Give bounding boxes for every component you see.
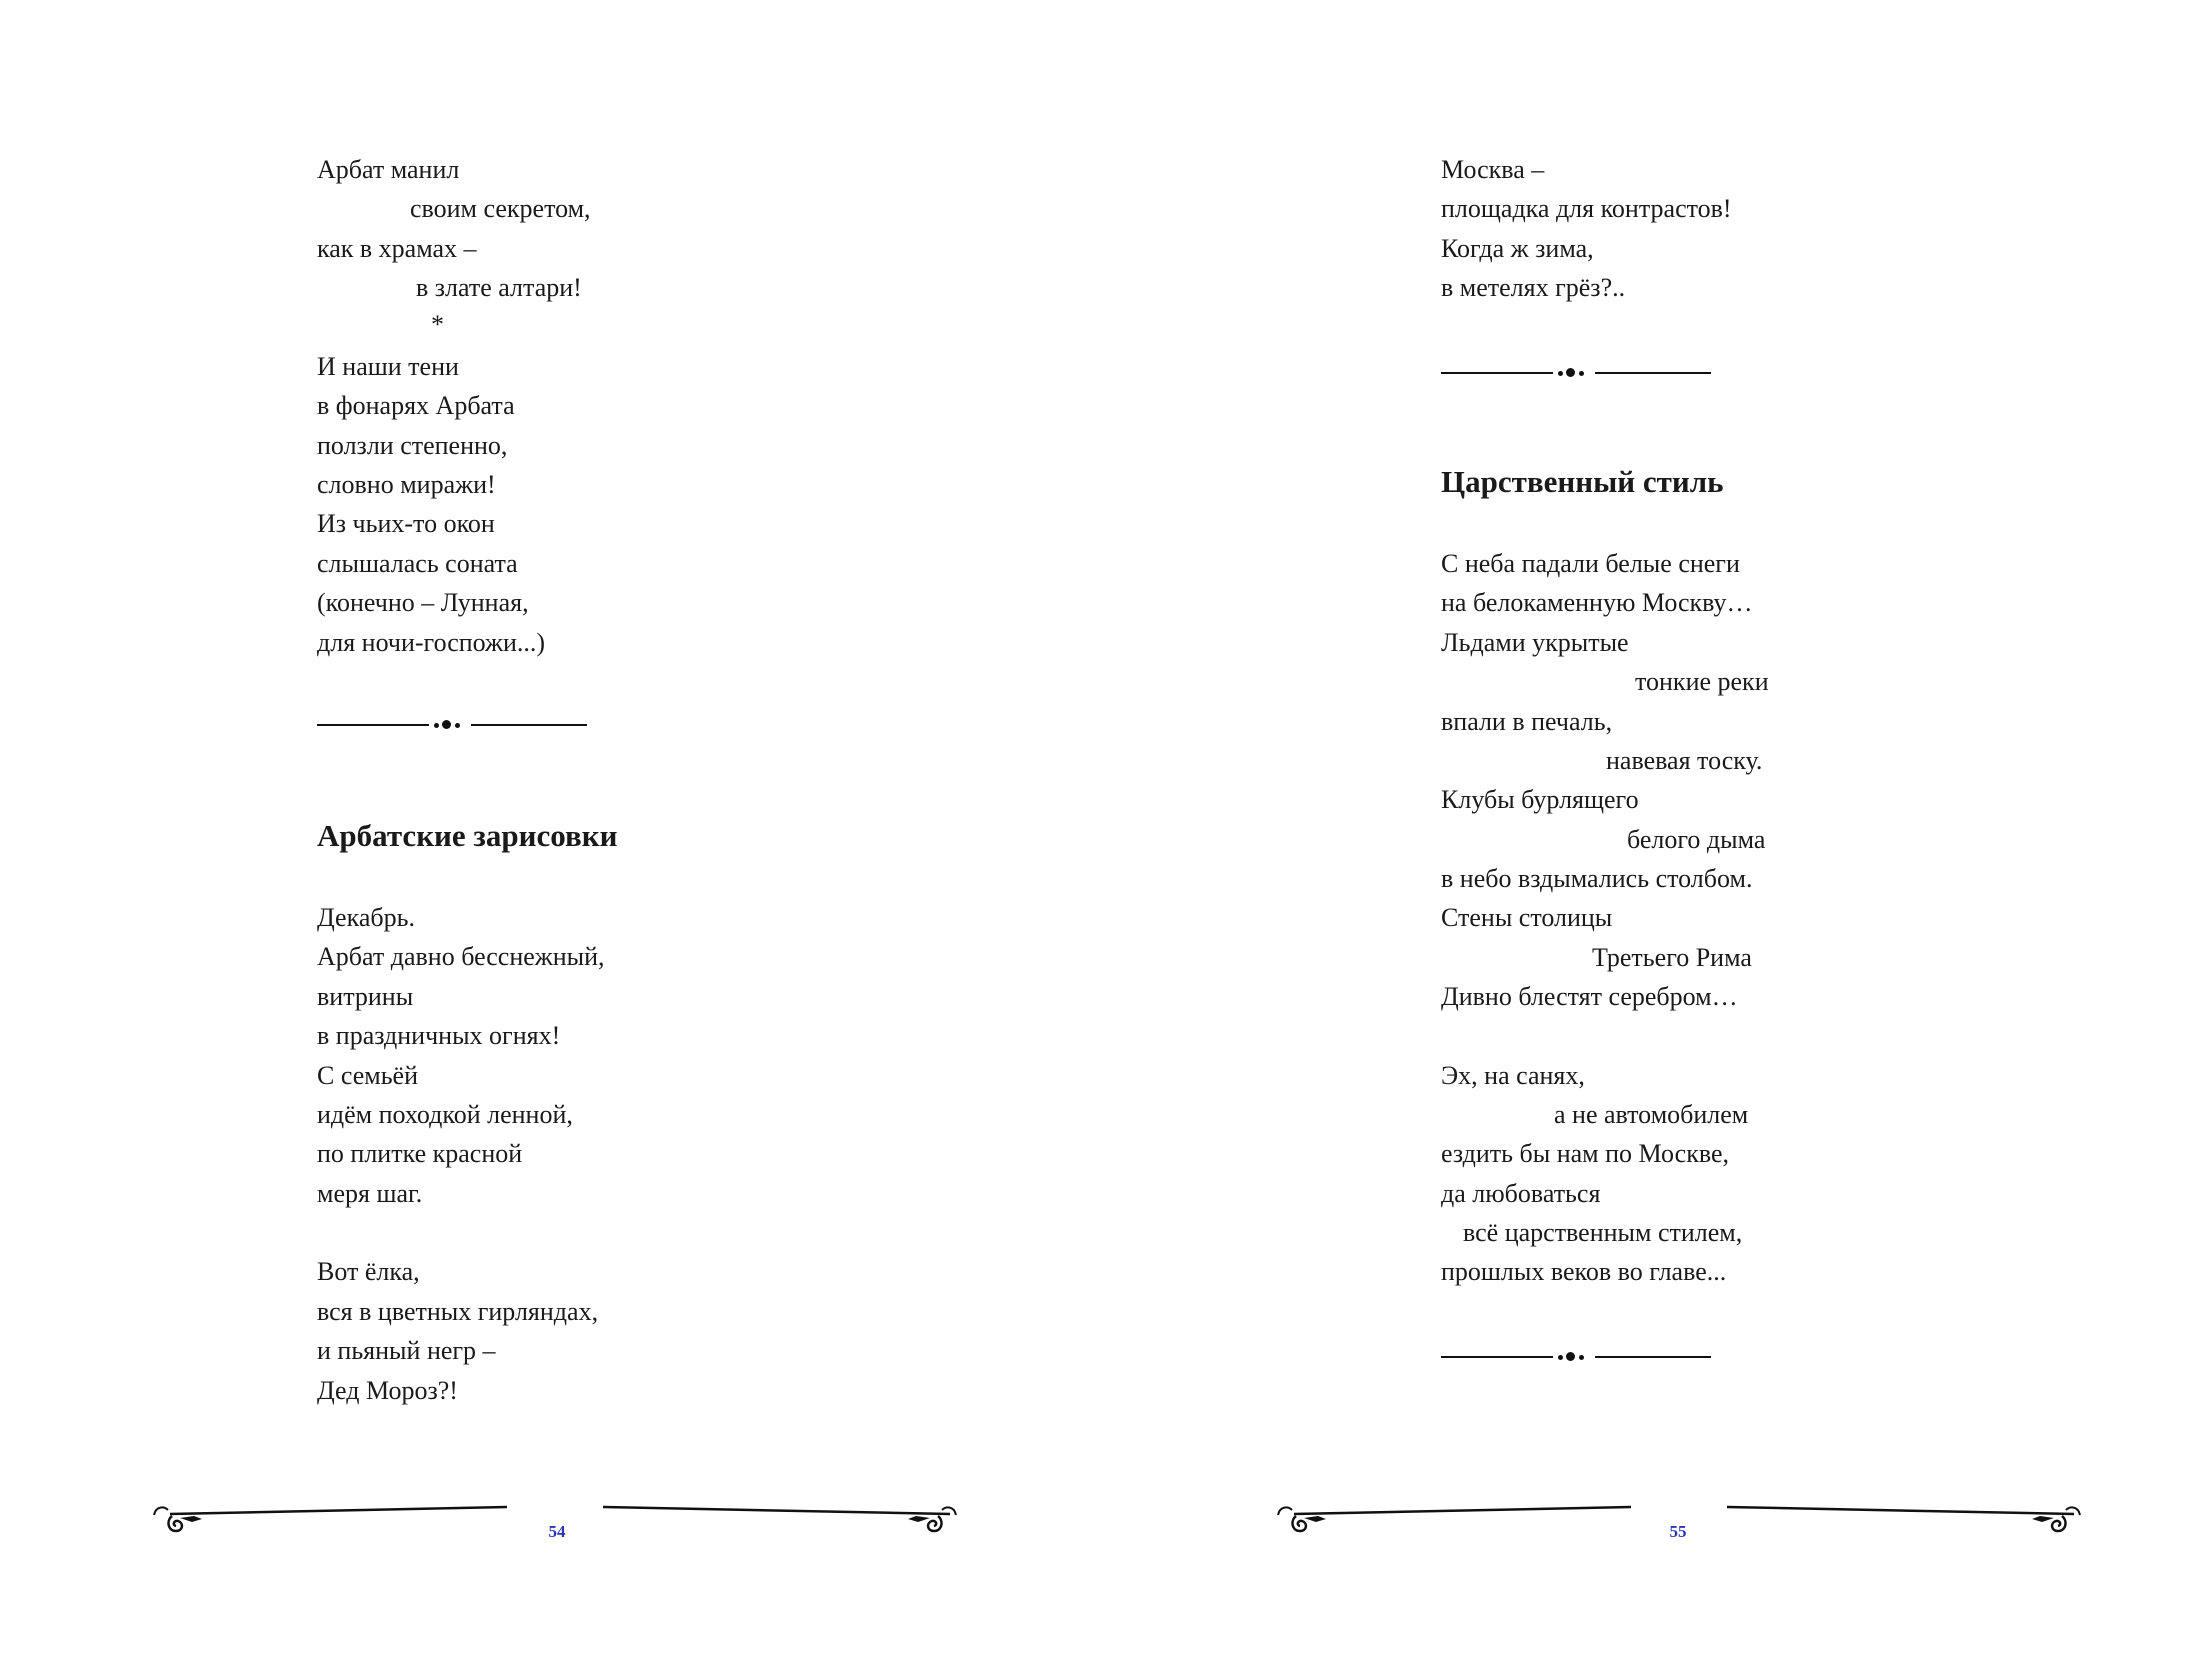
poem-line: впали в печаль, xyxy=(1441,707,1613,736)
poem-line: С неба падали белые снеги xyxy=(1441,549,1740,578)
poem-line: идём походкой ленной, xyxy=(317,1100,573,1129)
page-number: 54 xyxy=(548,1522,566,1541)
poem-line: всё царственным стилем, xyxy=(1463,1218,1743,1247)
poem-line: в злате алтари! xyxy=(416,273,582,302)
poem-line: Когда ж зима, xyxy=(1441,234,1594,263)
poem-line: Льдами укрытые xyxy=(1441,628,1629,657)
poem-line: ползли степенно, xyxy=(317,431,508,460)
poem-line: Декабрь. xyxy=(317,903,415,932)
poem-line: Из чьих-то окон xyxy=(317,509,495,538)
poem-line: белого дыма xyxy=(1627,825,1766,854)
poem-line: площадка для контрастов! xyxy=(1441,194,1732,223)
poem-line: как в храмах – xyxy=(317,234,477,263)
poem-line: в метелях грёз?.. xyxy=(1441,273,1626,302)
poem-line: в небо вздымались столбом. xyxy=(1441,864,1753,893)
poem-line: в праздничных огнях! xyxy=(317,1021,561,1050)
poem-line: Москва – xyxy=(1441,155,1545,184)
poem-line: Третьего Рима xyxy=(1592,943,1752,972)
poem-line: витрины xyxy=(317,982,414,1011)
poem-line: по плитке красной xyxy=(317,1139,523,1168)
poem-line: в фонарях Арбата xyxy=(317,391,515,420)
poem-line: Арбат манил xyxy=(317,155,460,184)
poem-title: Арбатские зарисовки xyxy=(317,818,618,853)
poem-line: своим секретом, xyxy=(410,194,591,223)
poem-line: и пьяный негр – xyxy=(317,1336,496,1365)
section-divider xyxy=(317,718,587,732)
poem-line: меря шаг. xyxy=(317,1179,423,1208)
poem-line: Стены столицы xyxy=(1441,903,1613,932)
poem-line: С семьёй xyxy=(317,1061,419,1090)
poem-line: Арбат давно бесснежный, xyxy=(317,942,605,971)
poem-line: вся в цветных гирляндах, xyxy=(317,1297,599,1326)
poem-line: а не автомобилем xyxy=(1554,1100,1749,1129)
poem-line: И наши тени xyxy=(317,352,459,381)
poem-title: Царственный стиль xyxy=(1441,464,1724,499)
poem-line: Дивно блестят серебром… xyxy=(1441,982,1738,1011)
poem-line: Вот ёлка, xyxy=(317,1257,420,1286)
poem-line: навевая тоску. xyxy=(1606,746,1763,775)
poem-line: прошлых веков во главе... xyxy=(1441,1257,1727,1286)
poem-line: Клубы бурлящего xyxy=(1441,785,1639,814)
poem-line: слышалась соната xyxy=(317,549,518,578)
poem-line: Дед Мороз?! xyxy=(317,1376,458,1405)
section-star: * xyxy=(431,310,444,339)
section-divider xyxy=(1441,366,1711,380)
poem-line: для ночи-госпожи...) xyxy=(317,628,546,657)
right-page xyxy=(1103,0,2205,1654)
poem-line: на белокаменную Москву… xyxy=(1441,588,1753,617)
poem-line: (конечно – Лунная, xyxy=(317,588,529,617)
poem-line: тонкие реки xyxy=(1635,667,1769,696)
left-page xyxy=(0,0,1102,1654)
poem-line: ездить бы нам по Москве, xyxy=(1441,1139,1729,1168)
page-number: 55 xyxy=(1669,1522,1687,1541)
poem-line: словно миражи! xyxy=(317,470,496,499)
section-divider xyxy=(1441,1350,1711,1364)
poem-line: Эх, на санях, xyxy=(1441,1061,1585,1090)
poem-line: да любоваться xyxy=(1441,1179,1601,1208)
